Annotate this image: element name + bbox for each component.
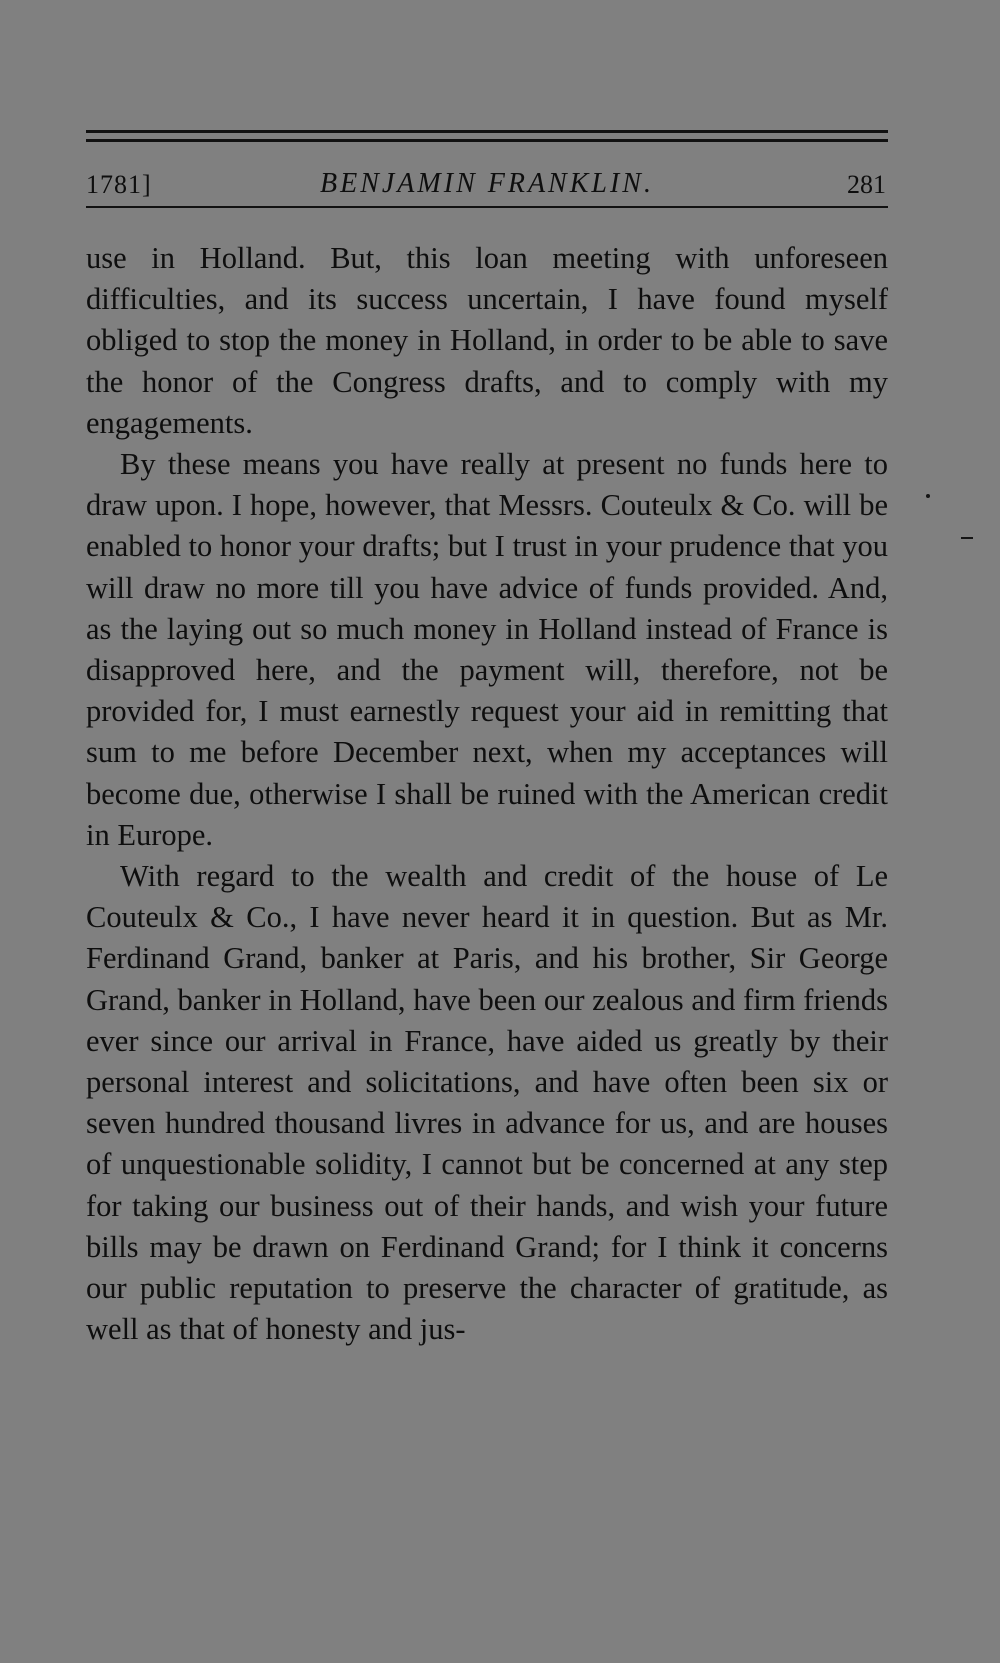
- header-double-rule: [86, 130, 888, 142]
- paragraph-1: use in Holland. But, this loan meeting with unforeseen difficulties, and its success uncertain, I have found myself obliged to stop the money in Holland, in order to be able to save the honor of the Congress drafts, and to comply with my engagements.: [86, 241, 888, 440]
- ink-speck: [926, 494, 930, 498]
- ink-speck: [961, 537, 973, 539]
- paragraph-2: By these means you have really at present no funds here to draw upon. I hope, however, that Messrs. Couteulx & Co. will be enabled to honor your drafts; but I trust in your prudence that you will draw no more till you have advice of funds provided. And, as the laying out so much money in Holland instead of France is disapproved here, and the payment will, therefore, not be provided for, I must earnestly request your aid in remitting that sum to me before December next, when my acceptances will become due, otherwise I shall be ruined with the American credit in Europe.: [86, 447, 888, 852]
- running-head: [86, 146, 888, 206]
- body-text: [86, 238, 888, 1350]
- running-head-title: BENJAMIN FRANKLIN.: [320, 168, 654, 199]
- header-rule: [86, 206, 888, 208]
- running-head-year: 1781]: [86, 170, 152, 199]
- paragraph-3: With regard to the wealth and credit of the house of Le Couteulx & Co., I have never heard it in question. But as Mr. Ferdinand Grand, banker at Paris, and his brother, Sir George Grand, banker in Holland, have been our zealous and firm friends ever since our arrival in France, have aided us greatly by their personal interest and solicitations, and have often been six or seven hundred thousand livres in advance for us, and are houses of unquestionable solidity, I cannot but be concerned at any step for taking our business out of their hands, and wish your future bills may be drawn on Ferdinand Grand; for I think it concerns our public reputation to preserve the character of gratitude, as well as that of honesty and jus-: [86, 859, 888, 1347]
- book-page: [86, 130, 888, 1350]
- page-number: 281: [847, 170, 886, 199]
